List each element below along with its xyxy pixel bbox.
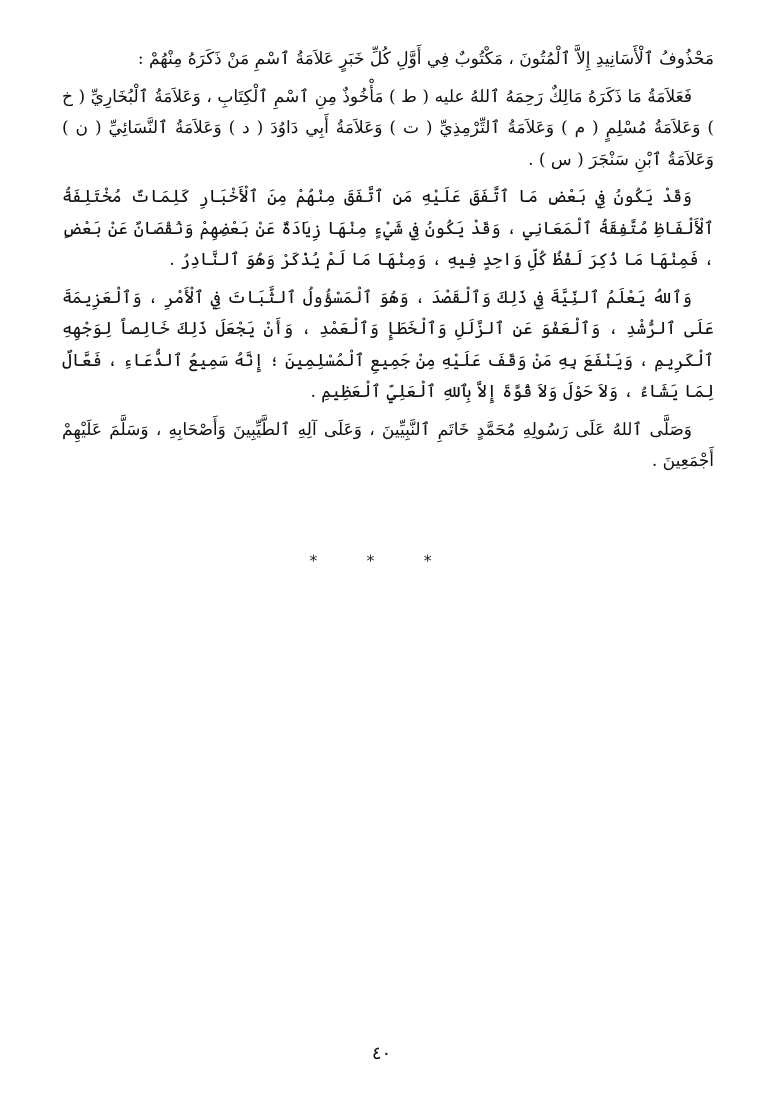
paragraph-5: وَصَلَّى ٱللهُ عَلَى رَسُولِهِ مُحَمَّدٍ خَاتَمِ ٱلنَّبِيِّينَ ، وَعَلَى آلِهِ ٱلطَّيِّبِينَ وَأَصْحَابِهِ ، وَسَلَّمَ عَلَيْهِمْ أَجْمَعِينَ . — [62, 419, 714, 471]
body-text — [62, 44, 714, 478]
section-separator: * * * — [309, 551, 454, 570]
page-number: ٤٠ — [371, 1043, 392, 1064]
paragraph-2: فَعَلاَمَةُ مَا ذَكَرَهُ مَالِكٌ رَحِمَهُ ٱللهُ عليه ( ط ) مَأْخُوذٌ مِنِ ٱسْمِ ٱلْكِتَابِ ، وَعَلاَمَةُ ٱلْبُخَارِيِّ ( خ ) وَعَلاَمَةُ مُسْلِمٍ ( م ) وَعَلاَمَةُ ٱلتِّرْمِذِيِّ ( ت ) وَعَلاَمَةُ أَبِي دَاوُدَ ( د ) وَعَلاَمَةُ ٱلنَّسَائِيِّ ( ن ) وَعَلاَمَةُ ٱبْنِ سَنْجَرَ ( س ) . — [62, 86, 714, 170]
paragraph-4: وَٱللهُ يَعْلَمُ ٱلنِّيَّةَ فِي ذَلِكَ وَٱلْقَصْدَ ، وَهُوَ ٱلْمَسْؤُولُ ٱلثَّبَاتَ فِي ٱلْأَمْرِ ، وَٱلْعَزِيمَةَ عَلَى ٱلرُّشْدِ ، وَٱلْعَفْوَ عَنِ ٱلزَّلَلِ وَٱلْخَطَإِ وَٱلْعَمْدِ ، وَأَنْ يَجْعَلَ ذَلِكَ خَالِصاً لِوَجْهِهِ ٱلْكَرِيمِ ، وَيَنْفَعَ بِهِ مَنْ وَقَفَ عَلَيْهِ مِنْ جَمِيعِ ٱلْمُسْلِمِينَ ؛ إِنَّهُ سَمِيعُ ٱلدُّعَاءِ ، فَعَّالٌ لِمَا يَشَاءُ ، وَلاَ حَوْلَ وَلاَ قُوَّةَ إِلاَّ بِٱللهِ ٱلْعَلِيِّ ٱلْعَظِيمِ . — [62, 287, 714, 402]
paragraph-1: مَحْذُوفُ ٱلْأَسَانِيدِ إِلاَّ ٱلْمُتُونَ ، مَكْتُوبٌ فِي أَوَّلِ كُلِّ خَبَرٍ عَلاَمَةُ ٱسْمِ مَنْ ذَكَرَهُ مِنْهُمْ : — [137, 49, 714, 69]
paragraph-3: وَقَدْ يَكُونُ فِي بَعْضِ مَا ٱتَّفَقَ عَلَيْهِ مَنِ ٱتَّفَقَ مِنْهُمْ مِنَ ٱلْأَخْبَارِ كَلِمَاتٌ مُخْتَلِفَةُ ٱلْأَلْفَاظِ مُتَّفِقَةُ ٱلْمَعَانِي ، وَقَدْ يَكُونُ فِي شَيْءٍ مِنْهَا زِيَادَةٌ عَنْ بَعْضِهِمْ وَنُقْصَانٌ عَنْ بَعْضٍ ، فَمِنْهَا مَا ذُكِرَ لَفْظُ كُلِّ وَاحِدٍ فِيهِ ، وَمِنْهَا مَا لَمْ يُذْكَرْ وَهُوَ ٱلنَّادِرُ . — [62, 187, 714, 270]
